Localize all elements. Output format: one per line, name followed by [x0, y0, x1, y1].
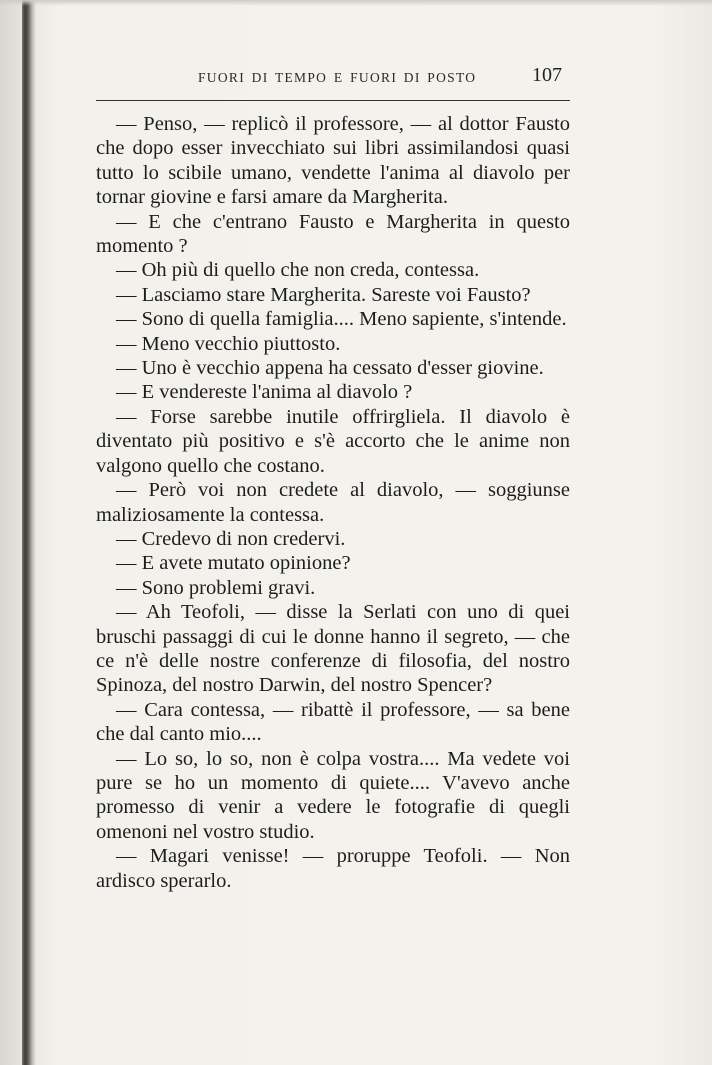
paragraph: — Ah Teofoli, — disse la Serlati con uno di quei bruschi passaggi di cui le donne hanno il segreto, — che ce n'è delle nostre conferenze di filosofia, del nostro Spinoza, del nostro Darwin, del nostro Spencer? [96, 601, 570, 697]
paragraph: — Lo so, lo so, non è colpa vostra.... Ma vedete voi pure se ho un momento di quiete.... V'avevo anche promesso di venir a vedere le fotografie di quegli omenoni nel vostro studio. [96, 747, 570, 843]
running-head [98, 64, 568, 92]
binding-edge [22, 0, 36, 1065]
paragraph: — Oh più di quello che non creda, contessa. [116, 259, 480, 282]
paragraph: — E vendereste l'anima al diavolo ? [116, 381, 413, 404]
running-title: FUORI DI TEMPO E FUORI DI POSTO [198, 70, 477, 85]
body-text [96, 112, 570, 893]
paragraph: — Meno vecchio piuttosto. [116, 332, 341, 355]
top-shadow [0, 0, 712, 6]
page-number: 107 [532, 64, 562, 86]
paragraph: — Magari venisse! — proruppe Teofoli. — Non ardisco sperarlo. [96, 845, 570, 892]
paragraph: — Sono di quella famiglia.... Meno sapiente, s'intende. [116, 308, 567, 331]
paragraph: — Lasciamo stare Margherita. Sareste voi Fausto? [116, 283, 531, 306]
paragraph: — Sono problemi gravi. [116, 576, 316, 599]
paragraph: — Cara contessa, — ribattè il professore, — sa bene che dal canto mio.... [96, 698, 570, 746]
paragraph: — Uno è vecchio appena ha cessato d'esser giovine. [116, 357, 544, 380]
paragraph: — Credevo di non credervi. [116, 527, 346, 550]
paragraph: — E avete mutato opinione? [116, 552, 351, 575]
paragraph: — E che c'entrano Fausto e Margherita in questo momento ? [96, 210, 570, 258]
paragraph: — Forse sarebbe inutile offrirgliela. Il diavolo è diventato più positivo e s'è accorto che le anime non valgono quello che costano. [96, 405, 570, 477]
paragraph: — Penso, — replicò il professore, — al dottor Fausto che dopo esser invecchiato sui libri assimilandosi quasi tutto lo scibile umano, vendette l'anima al diavolo per tornar giovine e farsi amare da Margherita. [96, 113, 570, 209]
paragraph: — Però voi non credete al diavolo, — soggiunse maliziosamente la contessa. [96, 479, 570, 526]
header-rule [96, 100, 570, 102]
